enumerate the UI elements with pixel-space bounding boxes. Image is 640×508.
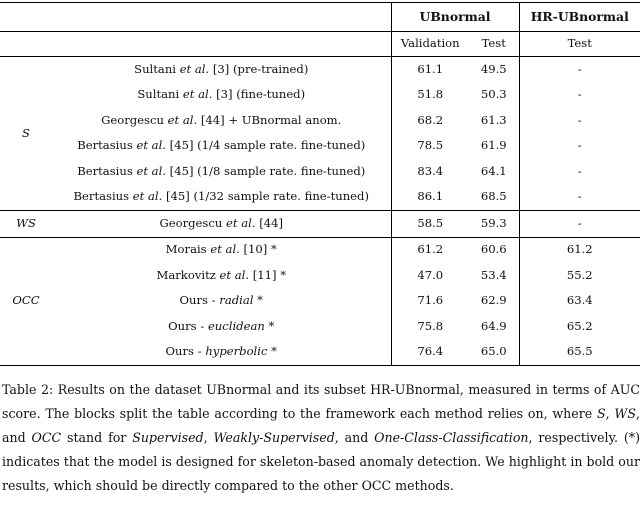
hr-test-cell: - bbox=[519, 185, 640, 211]
subheader-blank-method bbox=[52, 32, 391, 57]
hr-test-cell: - bbox=[519, 134, 640, 160]
hr-test-cell: - bbox=[519, 211, 640, 238]
subheader-blank bbox=[0, 32, 52, 57]
caption-label: Table 2: bbox=[2, 382, 54, 397]
validation-cell: 68.2 bbox=[391, 108, 469, 134]
header-ubnormal: UBnormal bbox=[391, 3, 519, 32]
test-cell: 64.9 bbox=[480, 318, 507, 333]
header-hr-ubnormal: HR-UBnormal bbox=[519, 3, 640, 32]
subheader-validation: Validation bbox=[391, 32, 469, 57]
method-cell: Morais et al. [10] * bbox=[165, 242, 277, 257]
table-caption: Table 2: Results on the dataset UBnormal and its subset HR-UBnormal, measured in terms of AUC score. The blocks split the table according to the framework each method relies on, where S, WS, and OCC stand for Supervised, Weakly-Supervised, and One-Class-Classification, respectively. (*) indicates that the model is designed for skeleton-based anomaly detection. We highlight in bold our results, which should be directly compared to the other OCC methods. bbox=[2, 382, 640, 493]
method-cell: Bertasius et al. [45] (1/4 sample rate. fine-tuned) bbox=[77, 138, 366, 153]
test-cell: 61.9 bbox=[480, 138, 507, 153]
method-cell: Ours - radial * bbox=[179, 293, 263, 308]
hr-test-cell: 65.2 bbox=[519, 314, 640, 340]
validation-cell: 75.8 bbox=[391, 314, 469, 340]
method-cell: Ours - hyperbolic * bbox=[52, 340, 391, 366]
hr-test-cell: - bbox=[519, 108, 640, 134]
results-table bbox=[0, 2, 640, 366]
method-cell: Ours - euclidean * bbox=[168, 318, 275, 333]
group-label-s: S bbox=[22, 125, 30, 140]
method-cell: Bertasius et al. [45] (1/32 sample rate. fine-tuned) bbox=[73, 189, 369, 204]
hr-test-cell: - bbox=[519, 83, 640, 109]
validation-cell: 61.1 bbox=[391, 57, 469, 83]
method-cell: Bertasius et al. [45] (1/8 sample rate. fine-tuned) bbox=[77, 163, 366, 178]
validation-cell: 51.8 bbox=[391, 83, 469, 109]
test-cell: 61.3 bbox=[480, 112, 507, 127]
method-cell: Georgescu et al. [44] + UBnormal anom. bbox=[101, 112, 342, 127]
test-cell: 64.1 bbox=[480, 163, 507, 178]
test-cell: 65.0 bbox=[469, 340, 519, 366]
subheader-hr-test: Test bbox=[519, 32, 640, 57]
test-cell: 59.3 bbox=[469, 211, 519, 238]
test-cell: 49.5 bbox=[480, 61, 507, 76]
validation-cell: 58.5 bbox=[391, 211, 469, 238]
header-blank-method bbox=[52, 3, 391, 32]
hr-test-cell: 65.5 bbox=[519, 340, 640, 366]
method-cell: Markovitz et al. [11] * bbox=[156, 267, 287, 282]
hr-test-cell: - bbox=[519, 57, 640, 83]
test-cell: 62.9 bbox=[480, 293, 507, 308]
validation-cell: 86.1 bbox=[391, 185, 469, 211]
validation-cell: 47.0 bbox=[391, 263, 469, 289]
method-cell: Sultani et al. [3] (pre-trained) bbox=[134, 61, 309, 76]
validation-cell: 61.2 bbox=[391, 237, 469, 263]
hr-test-cell: - bbox=[519, 159, 640, 185]
test-cell: 60.6 bbox=[480, 242, 507, 257]
group-label-ws: WS bbox=[0, 211, 52, 238]
validation-cell: 76.4 bbox=[391, 340, 469, 366]
test-cell: 68.5 bbox=[480, 189, 507, 204]
subheader-test: Test bbox=[469, 32, 519, 57]
hr-test-cell: 55.2 bbox=[519, 263, 640, 289]
header-blank bbox=[0, 3, 52, 32]
validation-cell: 78.5 bbox=[391, 134, 469, 160]
method-cell: Sultani et al. [3] (fine-tuned) bbox=[137, 87, 306, 102]
test-cell: 53.4 bbox=[480, 267, 507, 282]
validation-cell: 71.6 bbox=[391, 289, 469, 315]
method-cell: Georgescu et al. [44] bbox=[52, 211, 391, 238]
validation-cell: 83.4 bbox=[391, 159, 469, 185]
hr-test-cell: 63.4 bbox=[519, 289, 640, 315]
group-label-occ: OCC bbox=[0, 237, 52, 366]
hr-test-cell: 61.2 bbox=[519, 237, 640, 263]
test-cell: 50.3 bbox=[480, 87, 507, 102]
